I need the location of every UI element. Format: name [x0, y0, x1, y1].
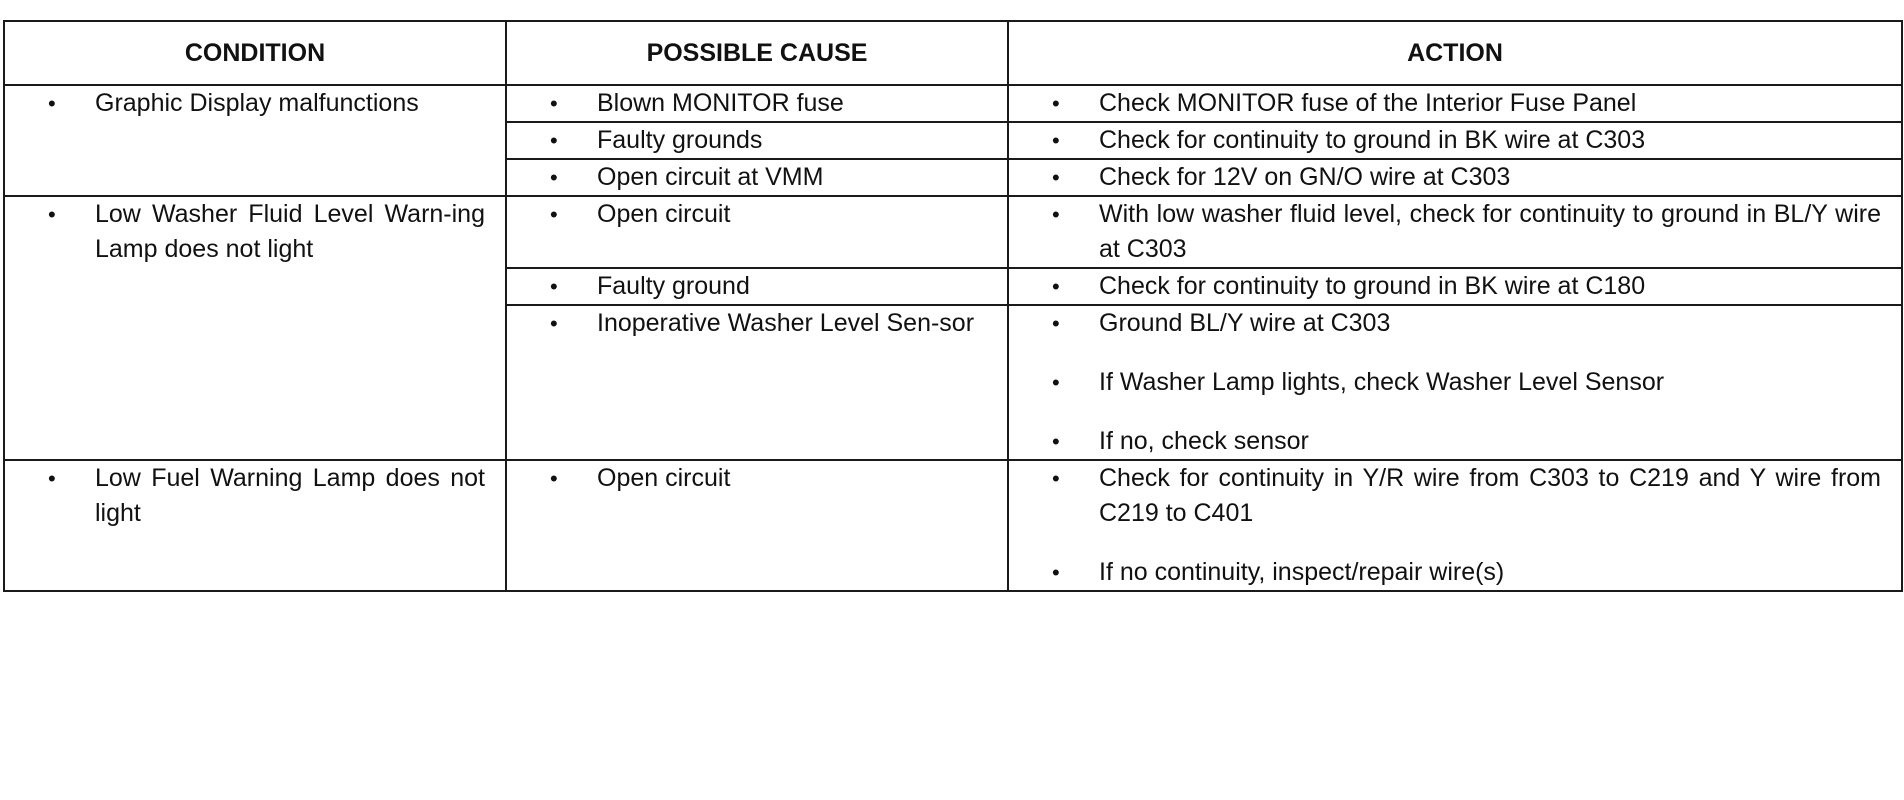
action-text: Check for continuity to ground in BK wire at C303 — [1099, 126, 1646, 154]
bullet-icon: • — [1052, 91, 1060, 116]
action-item — [1009, 461, 1901, 531]
action-cell — [1008, 460, 1902, 591]
cause-text: Inoperative Washer Level Sen-sor — [597, 309, 975, 337]
cause-cell — [506, 196, 1008, 268]
bullet-icon: • — [1052, 466, 1060, 491]
action-item — [1009, 123, 1901, 158]
diagnosis-table — [3, 20, 1903, 592]
bullet-icon: • — [48, 466, 56, 491]
cause-text: Open circuit — [597, 200, 731, 228]
action-text: If no continuity, inspect/repair wire(s) — [1099, 558, 1505, 586]
action-cell — [1008, 85, 1902, 122]
action-text: Ground BL/Y wire at C303 — [1099, 309, 1391, 337]
cause-text: Open circuit — [597, 464, 731, 492]
cause-item — [507, 197, 1007, 232]
cause-item — [507, 306, 1007, 341]
bullet-icon: • — [550, 274, 558, 299]
cause-item — [507, 160, 1007, 195]
table-body — [4, 85, 1902, 591]
table-row — [4, 196, 1902, 268]
bullet-icon: • — [550, 91, 558, 116]
bullet-icon: • — [48, 202, 56, 227]
cause-item — [507, 461, 1007, 496]
action-item — [1009, 86, 1901, 121]
action-cell — [1008, 305, 1902, 460]
cause-item — [507, 86, 1007, 121]
action-item — [1009, 306, 1901, 341]
cause-item — [507, 123, 1007, 158]
header-possible-cause: POSSIBLE CAUSE — [506, 21, 1008, 85]
condition-item — [5, 461, 505, 531]
action-text: If Washer Lamp lights, check Washer Level Sensor — [1099, 368, 1665, 396]
action-item — [1009, 269, 1901, 304]
cause-cell — [506, 268, 1008, 305]
bullet-icon: • — [1052, 429, 1060, 454]
cause-cell — [506, 159, 1008, 196]
cause-text: Blown MONITOR fuse — [597, 89, 844, 117]
bullet-icon: • — [550, 165, 558, 190]
condition-item — [5, 197, 505, 267]
bullet-icon: • — [550, 466, 558, 491]
condition-cell — [4, 460, 506, 591]
bullet-icon: • — [1052, 165, 1060, 190]
action-cell — [1008, 159, 1902, 196]
table-header — [4, 21, 1902, 85]
cause-cell — [506, 85, 1008, 122]
table-row — [4, 85, 1902, 122]
condition-item — [5, 86, 505, 121]
cause-cell — [506, 305, 1008, 460]
header-row — [4, 21, 1902, 85]
bullet-icon: • — [1052, 202, 1060, 227]
table-row — [4, 460, 1902, 591]
condition-cell — [4, 85, 506, 196]
action-text: If no, check sensor — [1099, 427, 1309, 455]
bullet-icon: • — [550, 311, 558, 336]
bullet-icon: • — [1052, 560, 1060, 585]
cause-cell — [506, 460, 1008, 591]
bullet-icon: • — [550, 128, 558, 153]
condition-text: Low Fuel Warning Lamp does not light — [95, 464, 485, 527]
action-text: Check for continuity in Y/R wire from C303 to C219 and Y wire from C219 to C401 — [1099, 464, 1881, 527]
action-text: Check MONITOR fuse of the Interior Fuse Panel — [1099, 89, 1637, 117]
cause-text: Faulty ground — [597, 272, 750, 300]
action-item — [1009, 197, 1901, 267]
action-text: Check for continuity to ground in BK wire at C180 — [1099, 272, 1646, 300]
action-item — [1009, 160, 1901, 195]
bullet-icon: • — [1052, 370, 1060, 395]
bullet-icon: • — [1052, 274, 1060, 299]
cause-cell — [506, 122, 1008, 159]
cause-item — [507, 269, 1007, 304]
condition-text: Low Washer Fluid Level Warn-ing Lamp does not light — [95, 200, 485, 263]
bullet-icon: • — [550, 202, 558, 227]
bullet-icon: • — [1052, 128, 1060, 153]
action-item — [1009, 424, 1901, 459]
action-text: Check for 12V on GN/O wire at C303 — [1099, 163, 1511, 191]
bullet-icon: • — [48, 91, 56, 116]
bullet-icon: • — [1052, 311, 1060, 336]
action-text: With low washer fluid level, check for continuity to ground in BL/Y wire at C303 — [1099, 200, 1881, 263]
condition-cell — [4, 196, 506, 460]
condition-text: Graphic Display malfunctions — [95, 89, 419, 117]
action-cell — [1008, 268, 1902, 305]
cause-text: Open circuit at VMM — [597, 163, 824, 191]
action-cell — [1008, 196, 1902, 268]
header-condition: CONDITION — [4, 21, 506, 85]
action-item — [1009, 555, 1901, 590]
action-item — [1009, 365, 1901, 400]
action-cell — [1008, 122, 1902, 159]
cause-text: Faulty grounds — [597, 126, 763, 154]
header-action: ACTION — [1008, 21, 1902, 85]
